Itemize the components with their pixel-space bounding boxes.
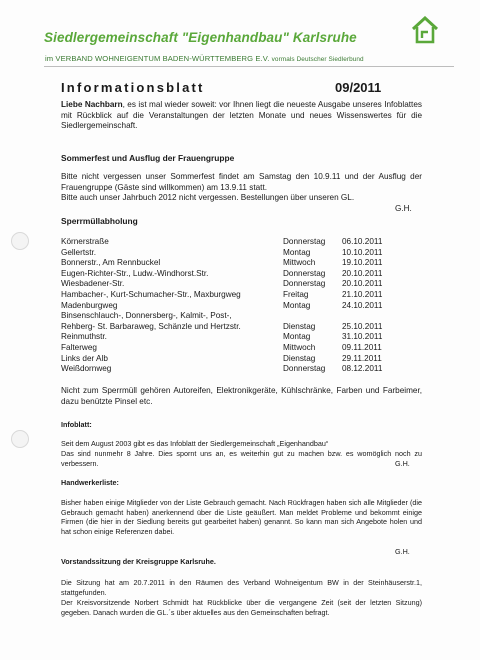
day-cell: Dienstag bbox=[283, 321, 316, 331]
table-row bbox=[61, 290, 391, 301]
signature: G.H. bbox=[395, 204, 412, 213]
street-cell: Links der Alb bbox=[61, 353, 108, 363]
signature: G.H. bbox=[395, 459, 410, 468]
street-cell: Rehberg- St. Barbaraweg, Schänzle und Hertzstr. bbox=[61, 321, 241, 331]
day-cell: Donnerstag bbox=[283, 237, 326, 246]
house-logo-icon bbox=[411, 16, 439, 44]
vormals-line: vormals Deutscher Siedlerbund bbox=[271, 56, 364, 63]
greeting: Liebe Nachbarn bbox=[61, 100, 123, 109]
date-cell: 09.11.2011 bbox=[342, 342, 382, 352]
table-row bbox=[61, 322, 391, 333]
table-row bbox=[61, 258, 391, 269]
infoblatt-heading: Infoblatt: bbox=[61, 420, 92, 429]
handwerker-heading: Handwerkerliste: bbox=[61, 478, 119, 487]
day-cell: Donnerstag bbox=[283, 279, 326, 289]
table-row bbox=[61, 269, 391, 280]
intro-paragraph bbox=[61, 100, 422, 132]
table-row bbox=[61, 237, 391, 248]
organization-name: Siedlergemeinschaft "Eigenhandbau" Karlsruhe bbox=[44, 30, 357, 45]
date-cell: 31.10.2011 bbox=[342, 332, 383, 342]
infoblatt-text-1: Seit dem August 2003 gibt es das Infoblatt der Siedlergemeinschaft „Eigenhandbau“ bbox=[61, 439, 329, 448]
table-row bbox=[61, 279, 391, 290]
sommerfest-heading: Sommerfest und Ausflug der Frauengruppe bbox=[61, 153, 235, 163]
kreisgruppe-text-2: Der Kreisvorsitzende Norbert Schmidt hat Rückblicke über die vergangene Zeit (seit der letzten Sitzung) gegeben. Danach wurden die GL.´s über aktuelles aus den Gemeinschaften befragt. bbox=[61, 598, 422, 617]
kreisgruppe-text-1: Die Sitzung hat am 20.7.2011 in den Räumen des Verband Wohneigentum BW in der Steinhäuserstr.1, stattgefunden. bbox=[61, 578, 422, 597]
date-cell: 10.10.2011 bbox=[342, 247, 383, 257]
day-cell: Dienstag bbox=[283, 353, 316, 363]
table-row bbox=[61, 311, 391, 322]
table-row bbox=[61, 248, 391, 259]
date-cell: 06.10.2011 bbox=[342, 237, 383, 246]
page-title: Informationsblatt bbox=[61, 80, 205, 95]
kreisgruppe-heading: Vorstandssitzung der Kreisgruppe Karlsruhe. bbox=[61, 557, 216, 566]
street-cell: Körnerstraße bbox=[61, 237, 109, 246]
street-cell: Eugen-Richter-Str., Ludw.-Windhorst.Str. bbox=[61, 268, 209, 278]
punch-hole bbox=[11, 430, 29, 448]
sperrmuell-heading: Sperrmüllabholung bbox=[61, 216, 138, 226]
day-cell: Montag bbox=[283, 247, 311, 257]
header-divider bbox=[44, 66, 454, 67]
date-cell: 08.12.2011 bbox=[342, 364, 383, 374]
signature: G.H. bbox=[395, 547, 410, 556]
jahrbuch-text: Bitte auch unser Jahrbuch 2012 nicht vergessen. Bestellungen über unseren GL. bbox=[61, 193, 355, 202]
street-cell: Gellertstr. bbox=[61, 247, 97, 257]
street-cell: Binsenschlauch-, Donnersberg-, Kalmit-, Post-, bbox=[61, 311, 232, 321]
association-line: im VERBAND WOHNEIGENTUM BADEN-WÜRTTEMBERG E.V. bbox=[45, 54, 270, 63]
punch-hole bbox=[11, 232, 29, 250]
infoblatt-text-2: Das sind nunmehr 8 Jahre. Dies spornt uns an, es weiterhin gut zu machen bzw. es womöglich noch zu verbessern. bbox=[61, 449, 422, 468]
date-cell: 21.10.2011 bbox=[342, 289, 383, 299]
street-cell: Hambacher-, Kurt-Schumacher-Str., Maxburgweg bbox=[61, 289, 241, 299]
date-cell: 20.10.2011 bbox=[342, 268, 383, 278]
day-cell: Montag bbox=[283, 332, 311, 342]
sommerfest-text: Bitte nicht vergessen unser Sommerfest findet am Samstag den 10.9.11 und der Ausflug der Frauengruppe (Gäste sind willkommen) am 13.9.11 statt. bbox=[61, 172, 422, 192]
date-cell: 25.10.2011 bbox=[342, 321, 383, 331]
day-cell: Donnerstag bbox=[283, 268, 326, 278]
table-row bbox=[61, 354, 391, 365]
day-cell: Montag bbox=[283, 300, 311, 310]
day-cell: Mittwoch bbox=[283, 342, 316, 352]
sperrmuell-note: Nicht zum Sperrmüll gehören Autoreifen, Elektronikgeräte, Kühlschränke, Farben und Farbeimer, dazu benützte Pinsel etc. bbox=[61, 386, 422, 406]
table-row bbox=[61, 364, 391, 375]
street-cell: Weißdornweg bbox=[61, 364, 112, 374]
intro-text: , es ist mal wieder soweit: vor Ihnen liegt die neueste Ausgabe unseres Infoblattes mit Rückblick auf die Veranstaltungen der letzten Monate und neues Wissenswertes für die Siedlergemeinschaft. bbox=[61, 100, 422, 131]
street-cell: Madenburgweg bbox=[61, 300, 118, 310]
street-cell: Reinmuthstr. bbox=[61, 332, 107, 342]
date-cell: 19.10.2011 bbox=[342, 258, 383, 268]
handwerker-text: Bisher haben einige Mitglieder von der Liste Gebrauch gemacht. Nach Rückfragen haben sich alle Mitglieder (die Gebrauch gemacht haben) anerkennend über die Liste geäußert. Man meldet Probleme und bekommt einige Firmen (die hier in der Siedlung bereits gut gearbeitet haben) genannt. So kann man sich Angebote holen und hat schon einige Referenzen dabei. bbox=[61, 498, 422, 536]
organization-subline bbox=[45, 54, 364, 63]
letterhead bbox=[44, 30, 454, 63]
street-cell: Wiesbadener-Str. bbox=[61, 279, 125, 289]
table-row bbox=[61, 332, 391, 343]
day-cell: Freitag bbox=[283, 289, 309, 299]
day-cell: Mittwoch bbox=[283, 258, 316, 268]
date-cell: 20.10.2011 bbox=[342, 279, 383, 289]
table-row bbox=[61, 343, 391, 354]
street-cell: Falterweg bbox=[61, 342, 97, 352]
issue-number: 09/2011 bbox=[335, 80, 382, 95]
street-cell: Bonnerstr., Am Rennbuckel bbox=[61, 258, 161, 268]
table-row bbox=[61, 301, 391, 312]
date-cell: 29.11.2011 bbox=[342, 353, 382, 363]
day-cell: Donnerstag bbox=[283, 364, 326, 374]
date-cell: 24.10.2011 bbox=[342, 300, 383, 310]
sperrmuell-table bbox=[61, 237, 391, 375]
